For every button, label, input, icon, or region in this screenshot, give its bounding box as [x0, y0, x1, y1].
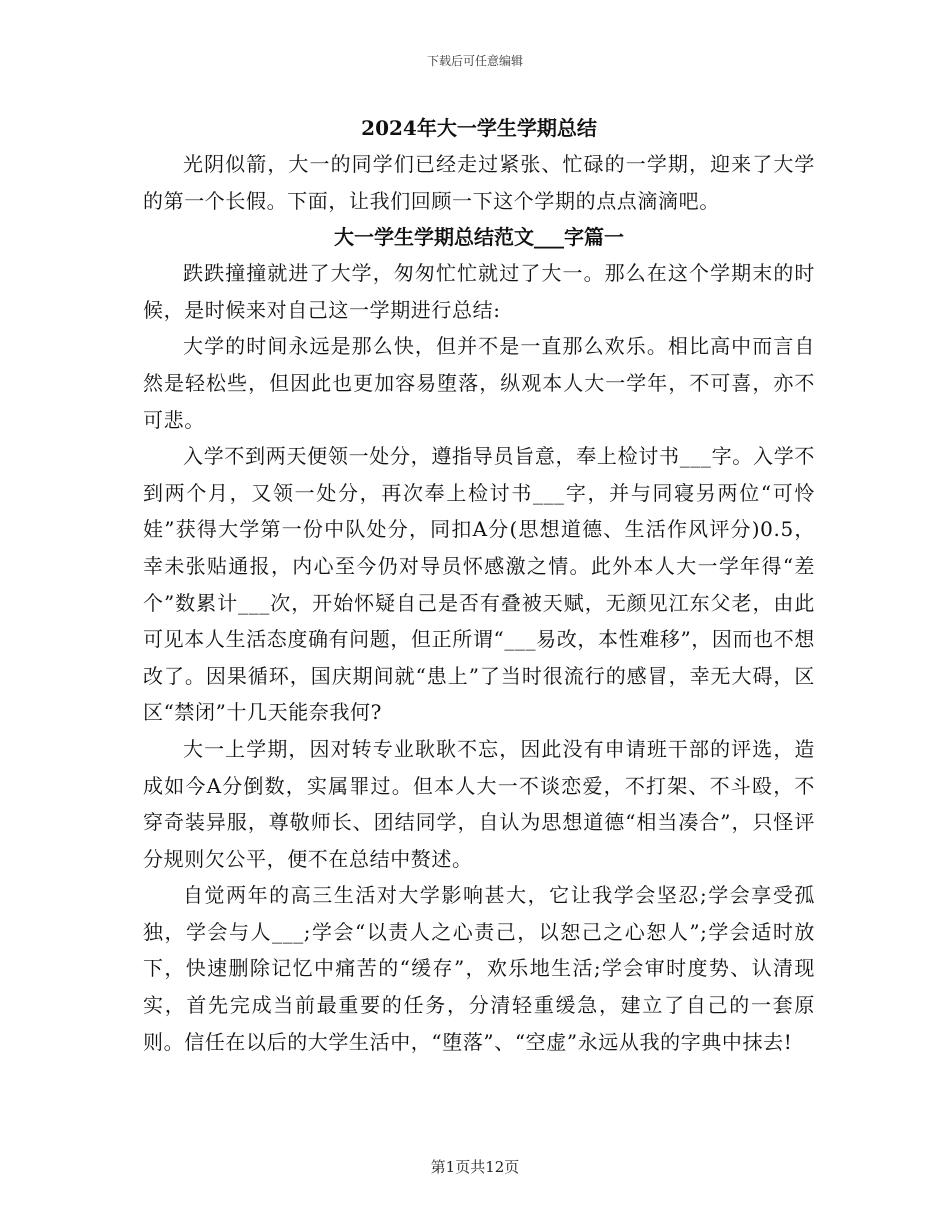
body-paragraph-3: 入学不到两天便领一处分，遵指导员旨意，奉上检讨书___字。入学不到两个月，又领一处分，再次奉上检讨书___字，并与同寝另两位“可怜娃”获得大学第一份中队处分，同扣A分(思想道德、生活作风评分)0.5，幸未张贴通报，内心至今仍对导员怀感激之情。此外本人大一学年得“差个”数累计___次，开始怀疑自己是否有叠被天赋，无颜见江东父老，由此可见本人生活态度确有问题，但正所谓“___易改，本性难移”，因而也不想改了。因果循环，国庆期间就“患上”了当时很流行的感冒，幸无大碍，区区“禁闭”十几天能奈我何?: [143, 444, 815, 725]
page-header-note: 下载后可任意编辑: [426, 54, 523, 68]
body-paragraph-2: 大学的时间永远是那么快，但并不是一直那么欢乐。相比高中而言自然是轻松些，但因此也更加容易堕落，纵观本人大一学年，不可喜，亦不可悲。: [143, 334, 815, 432]
body-paragraph-1: 跌跌撞撞就进了大学，匆匆忙忙就过了大一。那么在这个学期末的时候，是时候来对自己这一学期进行总结:: [143, 261, 815, 322]
section-title: 大一学生学期总结范文___字篇一: [334, 225, 624, 250]
document-body: [143, 110, 815, 1060]
body-paragraph-5: 自觉两年的高三生活对大学影响甚大，它让我学会坚忍;学会享受孤独，学会与人___;学会“以责人之心责己，以恕己之心恕人”;学会适时放下，快速删除记忆中痛苦的“缓存”，欢乐地生活;学会审时度势、认清现实，首先完成当前最重要的任务，分清轻重缓急，建立了自己的一套原则。信任在以后的大学生活中，“堕落”、“空虚”永远从我的字典中抹去!: [143, 883, 815, 1054]
page-number: 第1页共12页: [430, 1158, 520, 1176]
intro-paragraph: 光阴似箭，大一的同学们已经走过紧张、忙碌的一学期，迎来了大学的第一个长假。下面，让我们回顾一下这个学期的点点滴滴吧。: [143, 152, 815, 213]
document-title: 2024年大一学生学期总结: [361, 116, 597, 140]
body-paragraph-4: 大一上学期，因对转专业耿耿不忘，因此没有申请班干部的评选，造成如今A分倒数，实属罪过。但本人大一不谈恋爱，不打架、不斗殴，不穿奇装异服，尊敬师长、团结同学，自认为思想道德“相当凑合”，只怪评分规则欠公平，便不在总结中赘述。: [143, 736, 815, 871]
